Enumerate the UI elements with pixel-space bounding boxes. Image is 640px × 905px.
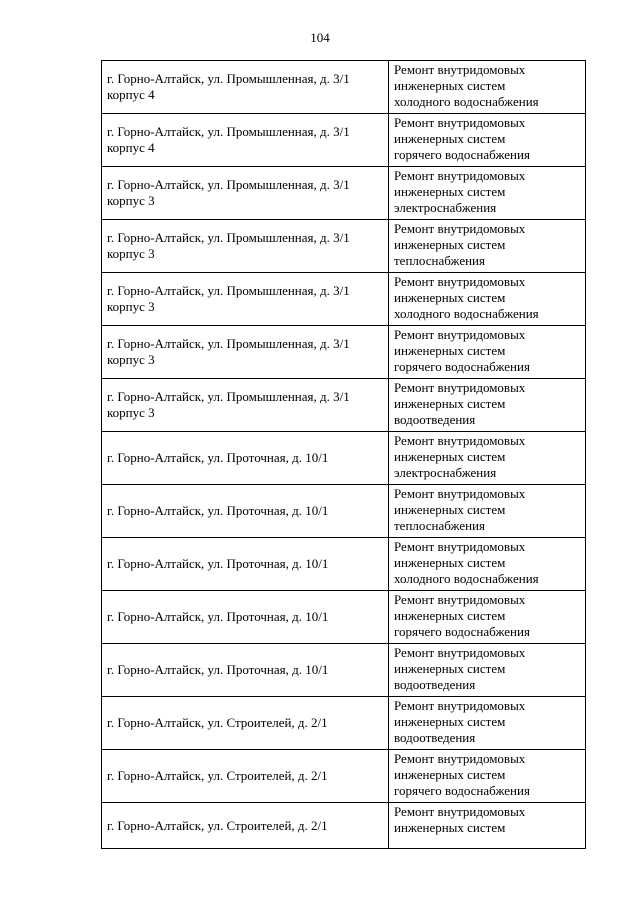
work-line: холодного водоснабжения <box>394 94 539 109</box>
work-line: электроснабжения <box>394 465 497 480</box>
work-line: инженерных систем <box>394 608 506 623</box>
work-line: инженерных систем <box>394 714 506 729</box>
work-line: горячего водоснабжения <box>394 783 530 798</box>
table-row <box>102 114 586 167</box>
work-line: Ремонт внутридомовых <box>394 486 526 501</box>
table-row <box>102 750 586 803</box>
address-cell: г. Горно-Алтайск, ул. Строителей, д. 2/1 <box>102 697 389 750</box>
address-cell: г. Горно-Алтайск, ул. Проточная, д. 10/1 <box>102 591 389 644</box>
work-cell <box>389 326 586 379</box>
work-line: холодного водоснабжения <box>394 571 539 586</box>
address-cell: г. Горно-Алтайск, ул. Промышленная, д. 3/1 корпус 3 <box>102 220 389 273</box>
work-line: Ремонт внутридомовых <box>394 168 526 183</box>
work-line: инженерных систем <box>394 820 506 835</box>
table-row <box>102 379 586 432</box>
work-line: инженерных систем <box>394 343 506 358</box>
table-row <box>102 697 586 750</box>
work-cell <box>389 379 586 432</box>
address-cell: г. Горно-Алтайск, ул. Промышленная, д. 3/1 корпус 4 <box>102 114 389 167</box>
work-line: водоотведения <box>394 677 476 692</box>
address-cell: г. Горно-Алтайск, ул. Проточная, д. 10/1 <box>102 644 389 697</box>
work-line: электроснабжения <box>394 200 497 215</box>
table-body <box>102 61 586 849</box>
table-row <box>102 326 586 379</box>
address-cell: г. Горно-Алтайск, ул. Проточная, д. 10/1 <box>102 432 389 485</box>
work-line: инженерных систем <box>394 502 506 517</box>
address-cell: г. Горно-Алтайск, ул. Проточная, д. 10/1 <box>102 485 389 538</box>
work-cell <box>389 167 586 220</box>
address-cell: г. Горно-Алтайск, ул. Промышленная, д. 3/1 корпус 3 <box>102 326 389 379</box>
work-cell <box>389 485 586 538</box>
address-cell: г. Горно-Алтайск, ул. Промышленная, д. 3/1 корпус 3 <box>102 167 389 220</box>
repair-table <box>101 60 586 849</box>
work-line: инженерных систем <box>394 396 506 411</box>
address-cell: г. Горно-Алтайск, ул. Строителей, д. 2/1 <box>102 803 389 849</box>
work-cell <box>389 220 586 273</box>
table-row <box>102 61 586 114</box>
work-line: теплоснабжения <box>394 253 485 268</box>
work-line: водоотведения <box>394 730 476 745</box>
work-cell <box>389 750 586 803</box>
table-row <box>102 803 586 849</box>
work-line: Ремонт внутридомовых <box>394 62 526 77</box>
work-line: Ремонт внутридомовых <box>394 115 526 130</box>
address-cell: г. Горно-Алтайск, ул. Промышленная, д. 3/1 корпус 3 <box>102 379 389 432</box>
work-cell <box>389 538 586 591</box>
table-row <box>102 644 586 697</box>
table-row <box>102 167 586 220</box>
work-line: инженерных систем <box>394 767 506 782</box>
work-line: Ремонт внутридомовых <box>394 645 526 660</box>
address-cell: г. Горно-Алтайск, ул. Строителей, д. 2/1 <box>102 750 389 803</box>
work-line: инженерных систем <box>394 131 506 146</box>
work-line: Ремонт внутридомовых <box>394 380 526 395</box>
work-cell <box>389 644 586 697</box>
work-line: Ремонт внутридомовых <box>394 221 526 236</box>
table-row <box>102 220 586 273</box>
work-line: Ремонт внутридомовых <box>394 539 526 554</box>
work-line: инженерных систем <box>394 555 506 570</box>
work-line: Ремонт внутридомовых <box>394 592 526 607</box>
work-line: теплоснабжения <box>394 518 485 533</box>
table-row <box>102 485 586 538</box>
table-row <box>102 273 586 326</box>
work-line: Ремонт внутридомовых <box>394 804 526 819</box>
work-line: инженерных систем <box>394 184 506 199</box>
work-line: Ремонт внутридомовых <box>394 274 526 289</box>
work-line: инженерных систем <box>394 237 506 252</box>
work-cell <box>389 432 586 485</box>
work-cell <box>389 697 586 750</box>
table-row <box>102 591 586 644</box>
work-line: холодного водоснабжения <box>394 306 539 321</box>
work-cell <box>389 591 586 644</box>
work-line: горячего водоснабжения <box>394 624 530 639</box>
page-number: 104 <box>310 30 330 45</box>
work-line: Ремонт внутридомовых <box>394 327 526 342</box>
work-line: Ремонт внутридомовых <box>394 751 526 766</box>
work-line: горячего водоснабжения <box>394 147 530 162</box>
work-cell <box>389 803 586 849</box>
work-line: Ремонт внутридомовых <box>394 698 526 713</box>
work-line: инженерных систем <box>394 661 506 676</box>
work-cell <box>389 114 586 167</box>
work-line: водоотведения <box>394 412 476 427</box>
work-cell <box>389 61 586 114</box>
work-line: инженерных систем <box>394 78 506 93</box>
work-line: инженерных систем <box>394 449 506 464</box>
table-row <box>102 538 586 591</box>
work-cell <box>389 273 586 326</box>
work-line: горячего водоснабжения <box>394 359 530 374</box>
work-line: Ремонт внутридомовых <box>394 433 526 448</box>
table-row <box>102 432 586 485</box>
address-cell: г. Горно-Алтайск, ул. Промышленная, д. 3/1 корпус 4 <box>102 61 389 114</box>
work-line: инженерных систем <box>394 290 506 305</box>
address-cell: г. Горно-Алтайск, ул. Проточная, д. 10/1 <box>102 538 389 591</box>
address-cell: г. Горно-Алтайск, ул. Промышленная, д. 3/1 корпус 3 <box>102 273 389 326</box>
